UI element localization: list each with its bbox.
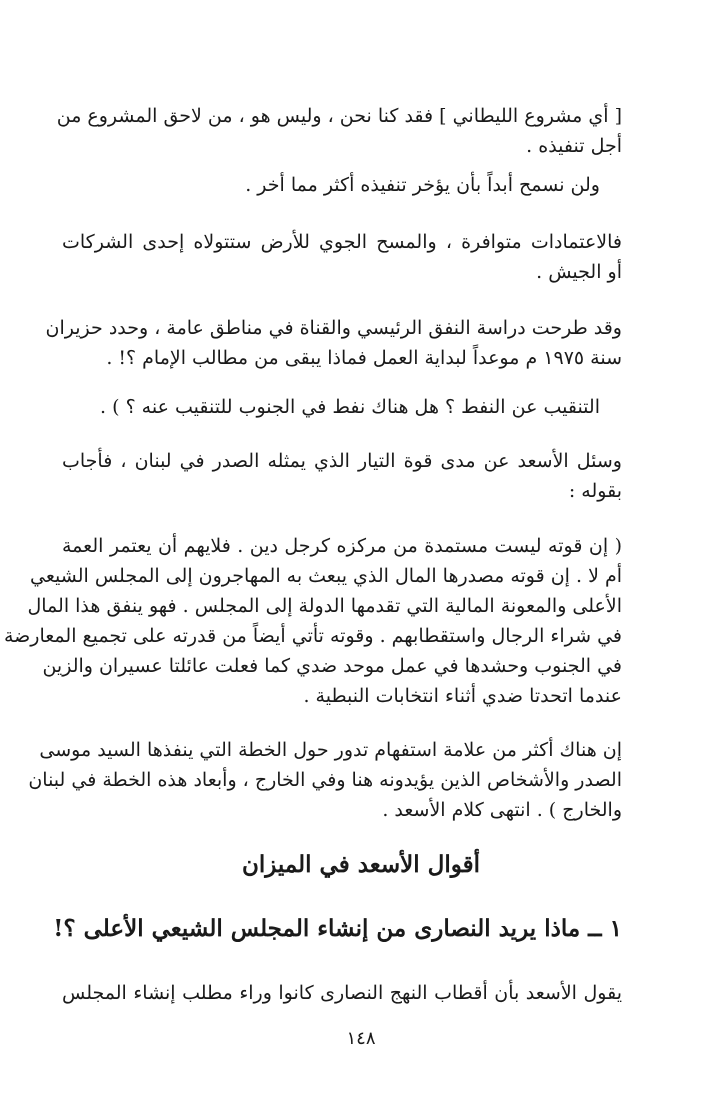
text-line-13: والخارج ) . انتهى كلام الأسعد . — [382, 799, 622, 821]
quote-line-3: الأعلى والمعونة المالية التي تقدمها الدولة إلى المجلس . فهو ينفق هذا المال — [27, 595, 622, 617]
text-line-1: [ أي مشروع الليطاني ] فقد كنا نحن ، وليس هو ، من لاحق المشروع من — [56, 105, 622, 127]
text-line-14: يقول الأسعد بأن أقطاب النهج النصارى كانوا وراء مطلب إنشاء المجلس — [62, 982, 622, 1004]
text-line-7: سنة ١٩٧٥ م موعداً لبداية العمل فماذا يبقى من مطالب الإمام ؟! . — [106, 347, 622, 369]
text-line-5: أو الجيش . — [536, 261, 622, 283]
quote-line-2: أم لا . إن قوته مصدرها المال الذي يبعث به المهاجرون إلى المجلس الشيعي — [30, 565, 622, 587]
subsection-heading: ١ ــ ماذا يريد النصارى من إنشاء المجلس الشيعي الأعلى ؟! — [53, 915, 622, 942]
quote-line-4: في شراء الرجال واستقطابهم . وقوته تأتي أيضاً من قدرته على تجميع المعارضة — [3, 625, 622, 647]
text-line-2: أجل تنفيذه . — [526, 135, 622, 157]
text-line-4: فالاعتمادات متوافرة ، والمسح الجوي للأرض ستتولاه إحدى الشركات — [62, 231, 622, 253]
text-line-3: ولن نسمح أبداً بأن يؤخر تنفيذه أكثر مما أخر . — [245, 174, 600, 196]
quote-line-1: ( إن قوته ليست مستمدة من مركزه كرجل دين . فلايهم أن يعتمر العمة — [62, 535, 622, 557]
text-line-12: الصدر والأشخاص الذين يؤيدونه هنا وفي الخارج ، وأبعاد هذه الخطة في لبنان — [28, 769, 622, 791]
text-line-11: إن هناك أكثر من علامة استفهام تدور حول الخطة التي ينفذها السيد موسى — [39, 739, 622, 761]
quote-line-6: عندما اتحدتا ضدي أثناء انتخابات النبطية . — [303, 685, 622, 707]
text-line-9: وسئل الأسعد عن مدى قوة التيار الذي يمثله الصدر في لبنان ، فأجاب — [62, 450, 622, 472]
section-heading: أقوال الأسعد في الميزان — [241, 851, 481, 878]
quote-line-5: في الجنوب وحشدها في عمل موحد ضدي كما فعلت عائلتا عسيران والزين — [42, 655, 622, 677]
page-number: ١٤٨ — [346, 1028, 376, 1049]
text-line-6: وقد طرحت دراسة النفق الرئيسي والقناة في مناطق عامة ، وحدد حزيران — [45, 317, 622, 339]
text-line-8: التنقيب عن النفط ؟ هل هناك نفط في الجنوب للتنقيب عنه ؟ ) . — [100, 396, 600, 418]
text-line-10: بقوله : — [568, 480, 622, 502]
